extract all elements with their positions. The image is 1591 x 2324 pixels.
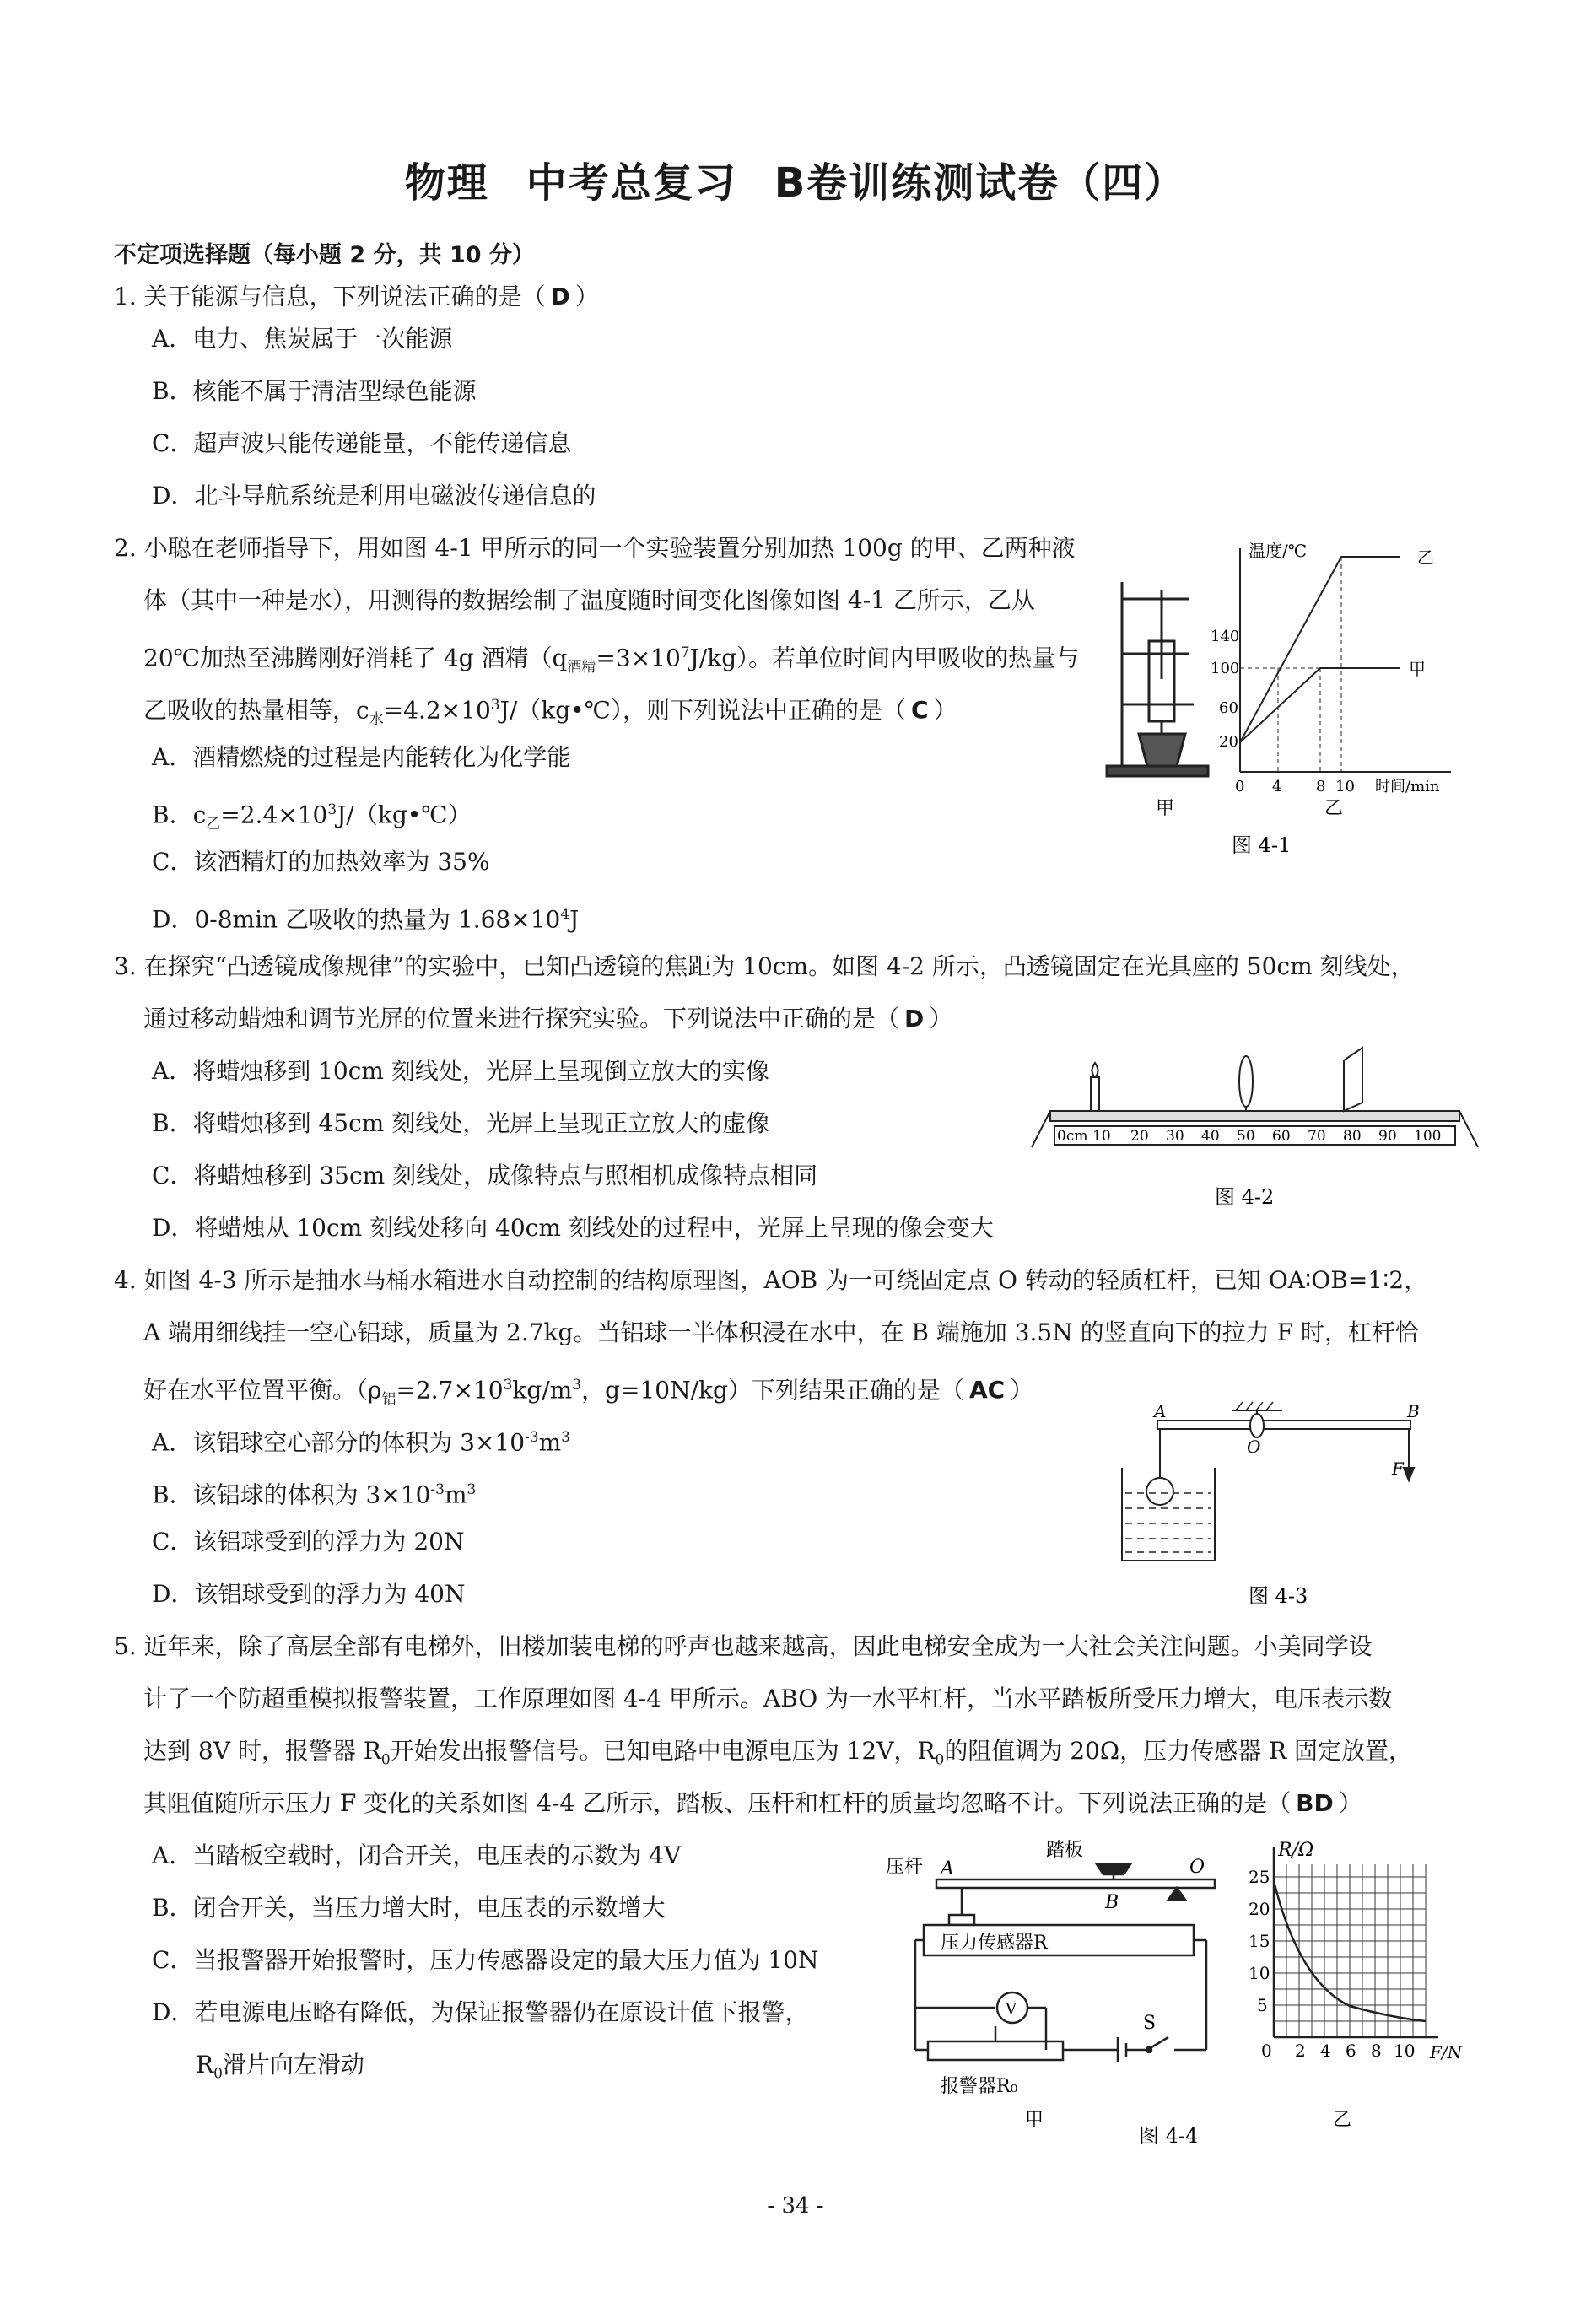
figure-4-3 <box>1114 1383 1451 1620</box>
fig41-line-yi-label: 乙 <box>1417 547 1434 568</box>
q2-answer: C <box>911 696 929 725</box>
fig44-xaxis-label: F/N <box>1430 2042 1463 2062</box>
q4-line-2: A 端用细线挂一空心铝球，质量为 2.7kg。当铝球一半体积浸在水中，在 B 端施加 3.5N 的竖直向下的拉力 F 时，杠杆恰 <box>143 1318 1419 1346</box>
q2-line-2: 体（其中一种是水），用测得的数据绘制了温度随时间变化图像如图 4-1 乙所示，乙从 <box>143 586 1035 614</box>
fig41-xtick-8: 8 <box>1316 778 1326 795</box>
q5-line-4: 其阻值随所示压力 F 变化的关系如图 4-4 乙所示，踏板、压杆和杠杆的质量均忽略不计。下列说法正确的是（ BD ） <box>143 1789 1362 1817</box>
lever-figure <box>1122 1402 1414 1561</box>
fig44-label-jia: 甲 <box>1025 2110 1044 2131</box>
fig42-caption: 图 4-2 <box>1215 1185 1275 1209</box>
q1-answer: D <box>550 283 570 310</box>
fig43-label-b: B <box>1407 1401 1420 1421</box>
bench-tick-0: 0cm <box>1057 1128 1088 1145</box>
q2-line-1: 2. 小聪在老师指导下，用如图 4-1 甲所示的同一个实验装置分别加热 100g 的甲、乙两种液 <box>114 534 1076 562</box>
q1-option-b: B．核能不属于清洁型绿色能源 <box>152 377 477 405</box>
fig44-xtick-0: 0 <box>1261 2041 1272 2061</box>
fig44-ytick-10: 10 <box>1249 1963 1270 1983</box>
bench-tick-30: 30 <box>1166 1128 1184 1145</box>
fig41-line-jia-label: 甲 <box>1409 659 1426 679</box>
bench-tick-100: 100 <box>1414 1128 1442 1145</box>
q1-option-d: D．北斗导航系统是利用电磁波传递信息的 <box>152 482 596 510</box>
fig43-label-f: F <box>1392 1459 1404 1479</box>
q4-option-b: B．该铝球的体积为 $3\times 10^{-3}m^3$ <box>152 1480 477 1509</box>
q2-line-3: 20℃加热至沸腾刚好消耗了 4g 酒精$(q_{酒精}=3\times 10^7J/kg)$。若单位时间内甲吸收的热量与 <box>143 644 1080 676</box>
bench-tick-90: 90 <box>1378 1128 1397 1145</box>
fig44-label-yi: 乙 <box>1333 2110 1352 2131</box>
q5-option-b: B．闭合开关，当压力增大时，电压表的示数增大 <box>152 1894 666 1922</box>
q3-line-1: 3. 在探究“凸透镜成像规律”的实验中，已知凸透镜的焦距为 10cm。如图 4-2 所示，凸透镜固定在光具座的 50cm 刻线处， <box>114 952 1415 980</box>
fig44-xtick-4: 4 <box>1320 2041 1331 2061</box>
q4-line-3: 好在水平位置平衡。（$\rho_铝=2.7\times 10^3kg/m^3$，g=10N/kg）下列结果正确的是（ AC ） <box>143 1376 1034 1408</box>
q4-option-d: D．该铝球受到的浮力为 40N <box>152 1580 466 1608</box>
fig41-xtick-4: 4 <box>1272 778 1282 795</box>
q3-option-a: A．将蜡烛移到 10cm 刻线处，光屏上呈现倒立放大的实像 <box>152 1057 769 1085</box>
q3-line-2: 通过移动蜡烛和调节光屏的位置来进行探究实验。下列说法中正确的是（ D ） <box>143 1005 953 1033</box>
bench-tick-80: 80 <box>1343 1128 1362 1145</box>
fig44-xtick-8: 8 <box>1371 2041 1382 2061</box>
figure-4-4 <box>877 1831 1485 2151</box>
fig41-label-yi: 乙 <box>1324 798 1344 819</box>
section-heading: 不定项选择题（每小题 2 分，共 10 分） <box>114 242 535 268</box>
title-paper: B卷训练测试卷（四） <box>774 159 1187 207</box>
q4-answer: AC <box>968 1376 1006 1405</box>
q4-option-c: C．该铝球受到的浮力为 20N <box>152 1528 465 1556</box>
label-a: A <box>941 1858 954 1879</box>
alarm-circuit-figure <box>915 1864 1215 2062</box>
q5-option-d: D．若电源电压略有降低，为保证报警器仍在原设计值下报警， <box>152 1998 809 2026</box>
fig44-caption: 图 4-4 <box>1139 2124 1199 2148</box>
fig41-ytick-100: 100 <box>1211 660 1240 677</box>
fig43-caption: 图 4-3 <box>1249 1584 1308 1608</box>
label-b: B <box>1105 1892 1119 1913</box>
q5-answer: BD <box>1296 1789 1334 1817</box>
q1-stem: 1. 关于能源与信息，下列说法正确的是（ D ） <box>114 283 599 310</box>
fig41-yaxis-label: 温度/℃ <box>1249 541 1308 561</box>
fig41-label-jia: 甲 <box>1156 798 1175 819</box>
bench-tick-60: 60 <box>1272 1128 1291 1145</box>
figure-4-1 <box>1097 531 1485 869</box>
q3-answer: D <box>904 1005 925 1033</box>
bench-tick-70: 70 <box>1308 1128 1326 1145</box>
q4-option-a: A．该铝球空心部分的体积为 $3\times 10^{-3}m^3$ <box>152 1428 570 1457</box>
q2-line-4: 乙吸收的热量相等，$c_水=4.2\times 10^3J/(kg•℃)$，则下列说法中正确的是（ C ） <box>143 696 957 728</box>
q5-option-a: A．当踏板空载时，闭合开关，电压表的示数为 4V <box>152 1841 682 1869</box>
q2-option-b: B．$c_乙=2.4\times 10^3J/(kg•℃)$ <box>152 801 472 833</box>
fig41-xtick-0: 0 <box>1235 778 1245 795</box>
fig44-ytick-15: 15 <box>1249 1931 1270 1951</box>
q1-option-a: A．电力、焦炭属于一次能源 <box>152 325 453 353</box>
bench-tick-40: 40 <box>1201 1128 1220 1145</box>
fig44-ytick-5: 5 <box>1257 1995 1268 2015</box>
q2-option-a: A．酒精燃烧的过程是内能转化为化学能 <box>152 743 571 771</box>
bench-tick-50: 50 <box>1237 1128 1255 1145</box>
resistance-force-graph <box>1249 1840 1464 2131</box>
bench-tick-20: 20 <box>1130 1128 1149 1145</box>
label-o: O <box>1189 1857 1205 1878</box>
q4-line-1: 4. 如图 4-3 所示是抽水马桶水箱进水自动控制的结构原理图，AOB 为一可绕固定点 O 转动的轻质杠杆，已知 OA∶OB=1∶2， <box>114 1266 1428 1294</box>
fig44-ytick-20: 20 <box>1249 1899 1270 1919</box>
label-switch: S <box>1143 2013 1157 2034</box>
label-yagan: 压杆 <box>886 1857 924 1878</box>
label-taban: 踏板 <box>1046 1840 1084 1861</box>
fig43-label-o: O <box>1247 1437 1261 1457</box>
fig43-label-a: A <box>1154 1401 1167 1421</box>
q5-option-c: C．当报警器开始报警时，压力传感器设定的最大压力值为 10N <box>152 1946 819 1974</box>
fig44-xtick-6: 6 <box>1346 2041 1356 2061</box>
bench-tick-10: 10 <box>1092 1128 1111 1145</box>
fig44-xtick-2: 2 <box>1295 2041 1306 2061</box>
fig41-xtick-10: 10 <box>1335 778 1355 795</box>
fig44-ytick-25: 25 <box>1249 1867 1270 1887</box>
heating-apparatus-figure <box>1107 582 1208 776</box>
q5-line-3: 达到 8V 时，报警器 $R_0$开始发出报警信号。已知电路中电源电压为 12V，$R_0$的阻值调为 20Ω，压力传感器 R 固定放置， <box>143 1737 1412 1769</box>
fig41-caption: 图 4-1 <box>1232 833 1292 857</box>
figure-4-2 <box>1025 1039 1485 1216</box>
q3-option-c: C．将蜡烛移到 35cm 刻线处，成像特点与照相机成像特点相同 <box>152 1162 818 1189</box>
q3-option-b: B．将蜡烛移到 45cm 刻线处，光屏上呈现正立放大的虚像 <box>152 1109 770 1137</box>
temperature-time-graph <box>1211 541 1451 795</box>
q1-option-c: C．超声波只能传递能量，不能传递信息 <box>152 429 572 457</box>
fig41-xaxis-label: 时间/min <box>1375 778 1440 795</box>
page-number: - 34 - <box>767 2193 824 2219</box>
q3-option-d: D．将蜡烛从 10cm 刻线处移向 40cm 刻线处的过程中，光屏上呈现的像会变大 <box>152 1214 994 1242</box>
q5-line-1: 5. 近年来，除了高层全部有电梯外，旧楼加装电梯的呼声也越来越高，因此电梯安全成为一大社会关注问题。小美同学设 <box>114 1632 1373 1660</box>
q2-option-d: D．0-8min 乙吸收的热量为 $1.68\times 10^4J$ <box>152 905 580 934</box>
fig41-ytick-140: 140 <box>1211 628 1240 645</box>
label-alarm: 报警器R₀ <box>941 2076 1018 2097</box>
fig44-xtick-10: 10 <box>1394 2041 1416 2061</box>
q5-option-d-cont: $R_0$滑片向左滑动 <box>196 2051 364 2083</box>
q5-line-2: 计了一个防超重模拟报警装置，工作原理如图 4-4 甲所示。ABO 为一水平杠杆，当水平踏板所受压力增大，电压表示数 <box>143 1685 1393 1712</box>
title-subject: 物理 <box>404 159 489 207</box>
title-course: 中考总复习 <box>526 159 737 207</box>
label-sensor: 压力传感器R <box>941 1933 1048 1954</box>
q2-option-c: C．该酒精灯的加热效率为 35% <box>152 848 490 876</box>
fig44-yaxis-label: R/Ω <box>1278 1840 1314 1861</box>
page-title <box>0 150 1591 208</box>
fig41-ytick-20: 20 <box>1219 733 1238 751</box>
label-voltmeter: V <box>1006 2000 1017 2018</box>
fig41-ytick-60: 60 <box>1219 699 1238 717</box>
